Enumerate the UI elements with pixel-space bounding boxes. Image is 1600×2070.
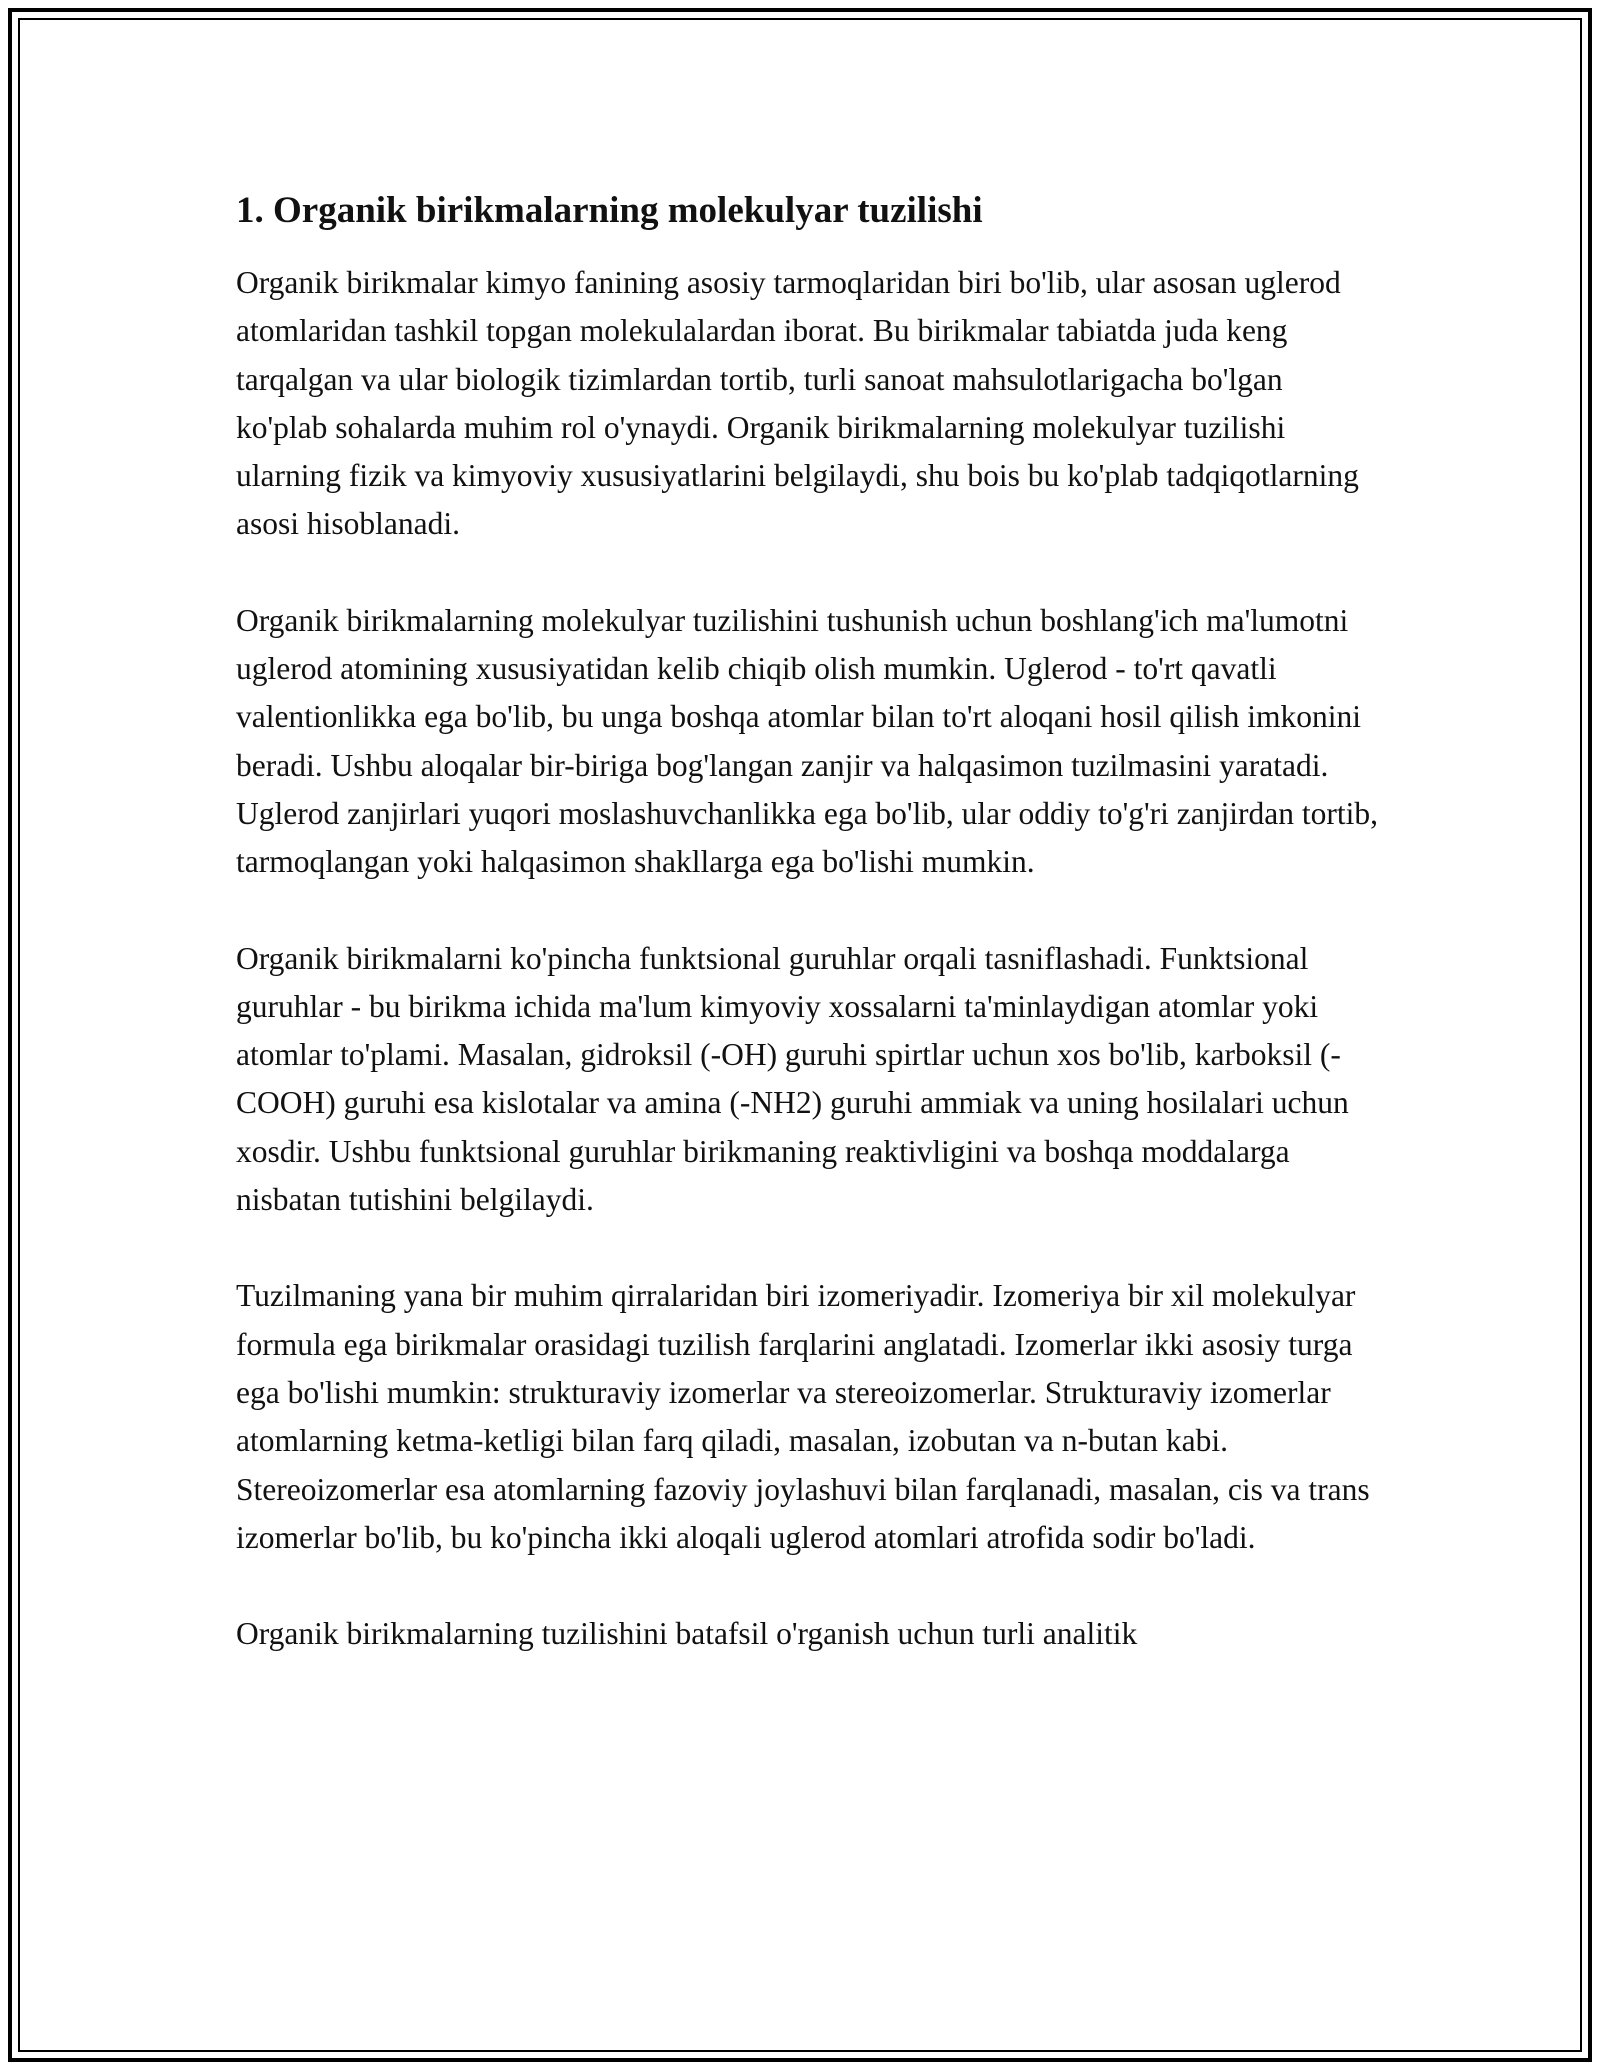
paragraph-isomerism: Tuzilmaning yana bir muhim qirralaridan biri izomeriyadir. Izomeriya bir xil molekulyar formula ega birikmalar orasidagi tuzilish farqlarini anglatadi. Izomerlar ikki asosiy turga ega bo'lishi mumkin: strukturaviy izomerlar va stereoizomerlar. Strukturaviy izomerlar atomlarning ketma-ketligi bilan farq qiladi, masalan, izobutan va n-butan kabi. Stereoizomerlar esa atomlarning fazoviy joylashuvi bilan farqlanadi, masalan, cis va trans izomerlar bo'lib, bu ko'pincha ikki aloqali uglerod atomlari atrofida sodir bo'ladi. <box>236 1278 1370 1555</box>
paragraph-carbon: Organik birikmalarning molekulyar tuzilishini tushunish uchun boshlang'ich ma'lumotni uglerod atomining xususiyatidan kelib chiqib olish mumkin. Uglerod - to'rt qavatli valentionlikka ega bo'lib, bu unga boshqa atomlar bilan to'rt aloqani hosil qilish imkonini beradi. Ushbu aloqalar bir-biriga bog'langan zanjir va halqasimon tuzilmasini yaratadi. Uglerod zanjirlari yuqori moslashuvchanlikka ega bo'lib, ular oddiy to'g'ri zanjirdan tortib, tarmoqlangan yoki halqasimon shakllarga ega bo'lishi mumkin. <box>236 602 1378 880</box>
paragraph-analysis: Organik birikmalarning tuzilishini batafsil o'rganish uchun turli analitik <box>236 1616 1138 1652</box>
section-heading: 1. Organik birikmalarning molekulyar tuzilishi <box>236 190 983 231</box>
paragraph-intro: Organik birikmalar kimyo fanining asosiy tarmoqlaridan biri bo'lib, ular asosan uglerod atomlaridan tashkil topgan molekulalardan iborat. Bu birikmalar tabiatda juda keng tarqalgan va ular biologik tizimlardan tortib, turli sanoat mahsulotlarigacha bo'lgan ko'plab sohalarda muhim rol o'ynaydi. Organik birikmalarning molekulyar tuzilishi ularning fizik va kimyoviy xususiyatlarini belgilaydi, shu bois bu ko'plab tadqiqotlarning asosi hisoblanadi. <box>236 265 1359 542</box>
paragraph-functional-groups: Organik birikmalarni ko'pincha funktsional guruhlar orqali tasniflashadi. Funktsional guruhlar - bu birikma ichida ma'lum kimyoviy xossalarni ta'minlaydigan atomlar yoki atomlar to'plami. Masalan, gidroksil (-OH) guruhi spirtlar uchun xos bo'lib, karboksil (-COOH) guruhi esa kislotalar va amina (-NH2) guruhi ammiak va uning hosilalari uchun xosdir. Ushbu funktsional guruhlar birikmaning reaktivligini va boshqa moddalarga nisbatan tutishini belgilaydi. <box>236 940 1349 1218</box>
document-body <box>236 185 1381 1658</box>
